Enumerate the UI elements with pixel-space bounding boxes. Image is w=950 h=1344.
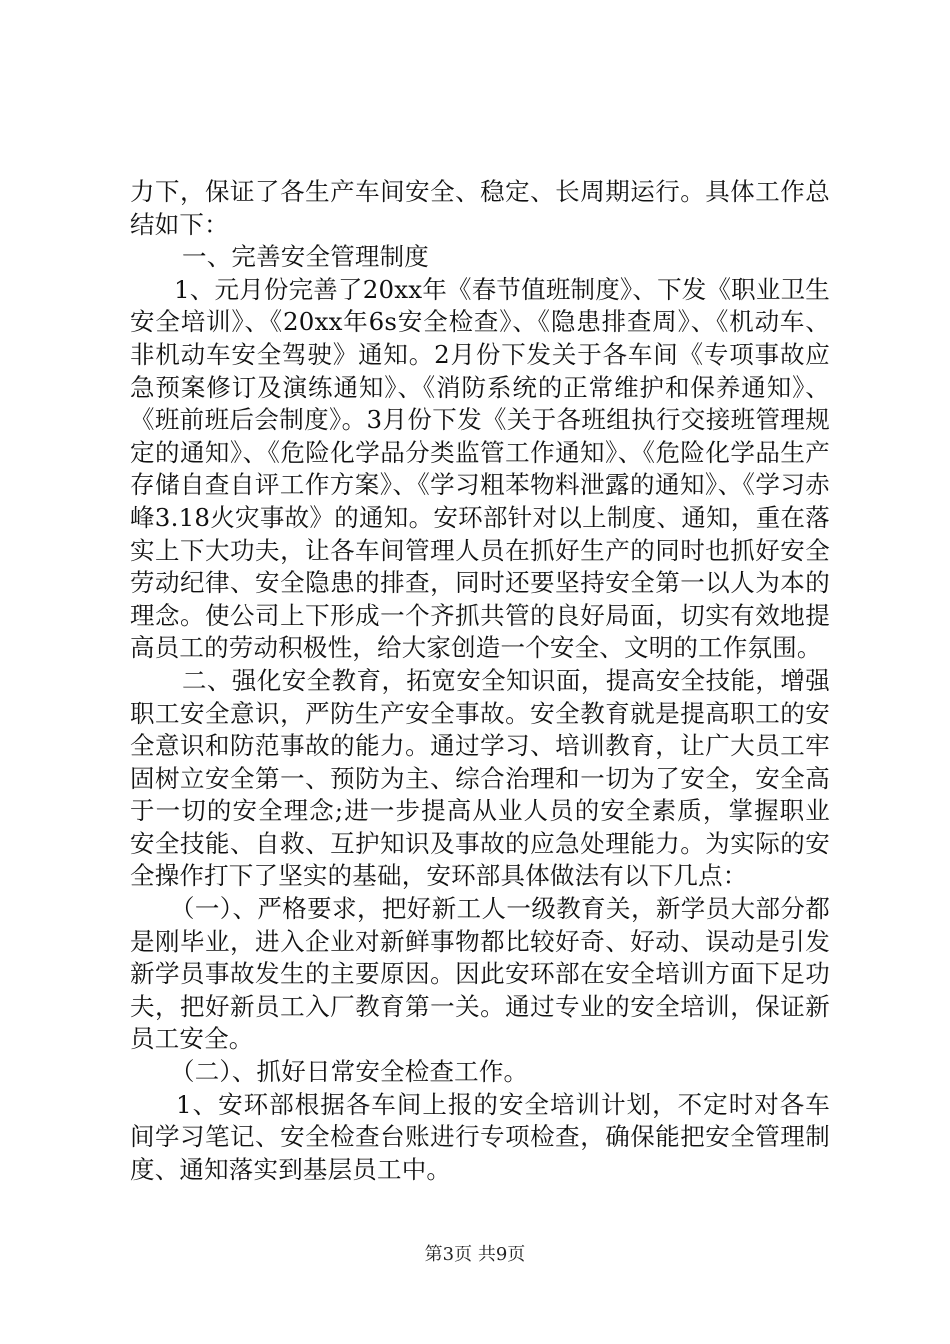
document-body — [130, 176, 830, 1186]
paragraph-item-1: 1、元月份完善了20xx年《春节值班制度》、下发《职业卫生安全培训》、《20xx年6s安全检查》、《隐患排查周》、《机动车、非机动车安全驾驶》通知。2月份下发关于各车间《专项事故应急预案修订及演练通知》、《消防系统的正常维护和保养通知》、《班前班后会制度》。3月份下发《关于各班组执行交接班管理规定的通知》、《危险化学品分类监管工作通知》、《危险化学品生产存储自查自评工作方案》、《学习粗苯物料泄露的通知》、《学习赤峰3.18火灾事故》的通知。安环部针对以上制度、通知，重在落实上下大功夫，让各车间管理人员在抓好生产的同时也抓好安全劳动纪律、安全隐患的排查，同时还要坚持安全第一以人为本的理念。使公司上下形成一个齐抓共管的良好局面，切实有效地提高员工的劳动积极性，给大家创造一个安全、文明的工作氛围。 — [130, 274, 830, 663]
paragraph-subitem-1: 1、安环部根据各车间上报的安全培训计划，不定时对各车间学习笔记、安全检查台账进行专项检查，确保能把安全管理制度、通知落实到基层员工中。 — [130, 1089, 830, 1184]
section-heading-1: 一、完善安全管理制度 — [182, 242, 429, 272]
section-heading-2: 二、强化安全教育，拓宽安全知识面，提高安全技能，增强职工安全意识，严防生产安全事故。安全教育就是提高职工的安全意识和防范事故的能力。通过学习、培训教育，让广大员工牢固树立安全第一、预防为主、综合治理和一切为了安全，安全高于一切的安全理念;进一步提高从业人员的安全素质，掌握职业安全技能、自救、互护知识及事故的应急处理能力。为实际的安全操作打下了坚实的基础，安环部具体做法有以下几点： — [130, 665, 830, 891]
page-number-footer: 第3页 共9页 — [424, 1244, 526, 1265]
subsection-1: （一）、严格要求，把好新工人一级教育关，新学员大部分都是刚毕业，进入企业对新鲜事物都比较好奇、好动、误动是引发新学员事故发生的主要原因。因此安环部在安全培训方面下足功夫，把好新员工入厂教育第一关。通过专业的安全培训，保证新员工安全。 — [130, 894, 830, 1054]
paragraph-intro-continuation: 力下，保证了各生产车间安全、稳定、长周期运行。具体工作总结如下： — [130, 177, 830, 239]
subsection-2-heading: （二）、抓好日常安全检查工作。 — [170, 1057, 529, 1087]
